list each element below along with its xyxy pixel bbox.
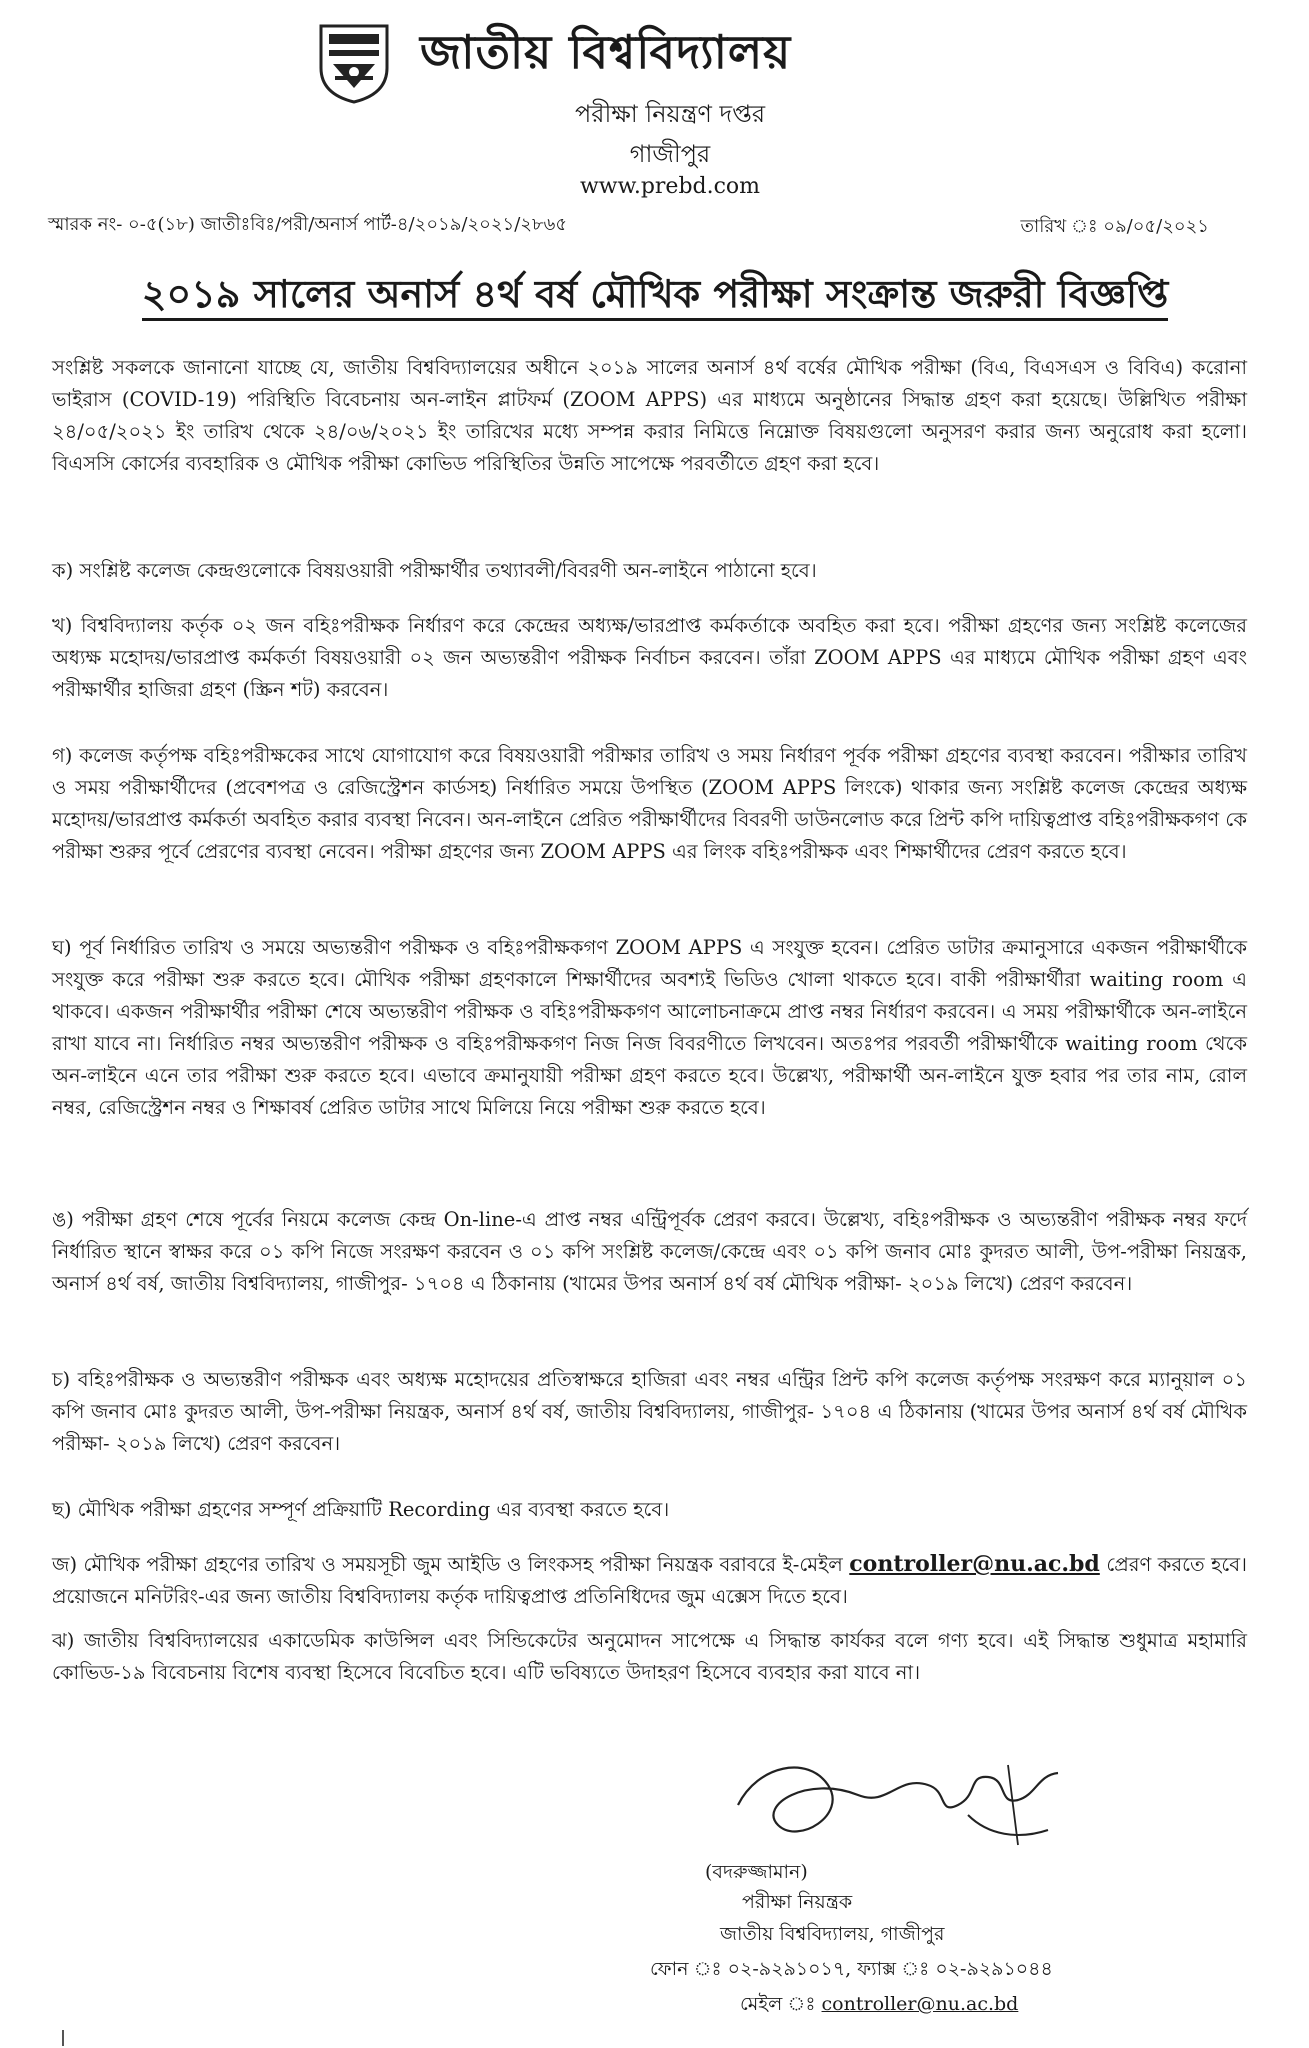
website-text: www.prebd.com: [579, 174, 761, 199]
notice-title-text: ২০১৯ সালের অনার্স ৪র্থ বর্ষ মৌখিক পরীক্ষা সংক্রান্ত জরুরী বিজ্ঞপ্তি: [142, 271, 1169, 321]
contact-mail: [740, 1990, 1018, 2022]
university-name: জাতীয় বিশ্ববিদ্যালয়: [420, 25, 792, 79]
memo-number: স্মারক নং- ০-৫(১৮) জাতীঃবিঃ/পরী/অনার্স পার্ট-৪/২০১৯/২০২১/২৮৬৫: [48, 214, 568, 235]
point-ga: গ) কলেজ কর্তৃপক্ষ বহিঃপরীক্ষকের সাথে যোগাযোগ করে বিষয়ওয়ারী পরীক্ষার তারিখ ও সময় নির্ধারণ পূর্বক পরীক্ষা গ্রহণের ব্যবস্থা করবেন। পরীক্ষার তারিখ ও সময় পরীক্ষার্থীদের (প্রবেশপত্র ও রেজিস্ট্রেশন কার্ডসহ) নির্ধারিত সময়ে উপস্থিত (ZOOM APPS লিংকে) থাকার জন্য সংশ্লিষ্ট কলেজ কেন্দ্রের অধ্যক্ষ মহোদয়/ভারপ্রাপ্ত কর্মকর্তা অবহিত করার ব্যবস্থা নিবেন। অন-লাইনে প্রেরিত পরীক্ষার্থীদের বিবরণী ডাউনলোড করে প্রিন্ট কপি দায়িত্বপ্রাপ্ত বহিঃপরীক্ষকগণ কে পরীক্ষা শুরুর পূর্বে প্রেরণের ব্যবস্থা নেবেন। পরীক্ষা গ্রহণের জন্য ZOOM APPS এর লিংক বহিঃপরীক্ষক এবং শিক্ষার্থীদের প্রেরণ করতে হবে।: [52, 744, 1247, 863]
intro-paragraph: সংশ্লিষ্ট সকলকে জানানো যাচ্ছে যে, জাতীয় বিশ্ববিদ্যালয়ের অধীনে ২০১৯ সালের অনার্স ৪র্থ বর্ষের মৌখিক পরীক্ষা (বিএ, বিএসএস ও বিবিএ) করোনা ভাইরাস (COVID-19) পরিস্থিতি বিবেচনায় অন-লাইন প্লাটফর্ম (ZOOM APPS) এর মাধ্যমে অনুষ্ঠানের সিদ্ধান্ত গ্রহণ করা হয়েছে। উল্লিখিত পরীক্ষা ২৪/০৫/২০২১ ইং তারিখ থেকে ২৪/০৬/২০২১ ইং তারিখের মধ্যে সম্পন্ন করার নিমিত্তে নিম্নোক্ত বিষয়গুলো অনুসরণ করার জন্য অনুরোধ করা হলো। বিএসসি কোর্সের ব্যবহারিক ও মৌখিক পরীক্ষা কোভিড পরিস্থিতির উন্নতি সাপেক্ষে পরবর্তীতে গ্রহণ করা হবে।: [52, 356, 1247, 475]
signatory-designation: পরীক্ষা নিয়ন্ত্রক: [742, 1891, 853, 1913]
point-ja: [52, 1548, 1247, 1613]
notice-title: [60, 265, 1250, 329]
contact-phone: ফোন ঃ ০২-৯২৯১০১৭, ফ্যাক্স ঃ ০২-৯২৯১০৪৪: [650, 1958, 1053, 1980]
university-seal-icon: [315, 20, 393, 104]
point-ka: ক) সংশ্লিষ্ট কলেজ কেন্দ্রগুলোকে বিষয়ওয়ারী পরীক্ষার্থীর তথ্যাবলী/বিবরণী অন-লাইনে পাঠানো হবে।: [52, 559, 817, 582]
handwritten-signature-icon: [718, 1745, 1078, 1865]
point-kha: খ) বিশ্ববিদ্যালয় কর্তৃক ০২ জন বহিঃপরীক্ষক নির্ধারণ করে কেন্দ্রের অধ্যক্ষ/ভারপ্রাপ্ত কর্মকর্তাকে অবহিত করা হবে। পরীক্ষা গ্রহণের জন্য সংশ্লিষ্ট কলেজের অধ্যক্ষ মহোদয়/ভারপ্রাপ্ত কর্মকর্তা বিষয়ওয়ারী ০২ জন অভ্যন্তরীণ পরীক্ষক নির্বাচন করবেন। তাঁরা ZOOM APPS এর মাধ্যমে মৌখিক পরীক্ষা গ্রহণ এবং পরীক্ষার্থীর হাজিরা গ্রহণ (স্ক্রিন শট) করবেন।: [52, 614, 1247, 701]
mail-address-link[interactable]: controller@nu.ac.bd: [821, 1993, 1019, 2015]
point-gha: ঘ) পূর্ব নির্ধারিত তারিখ ও সময়ে অভ্যন্তরীণ পরীক্ষক ও বহিঃপরীক্ষকগণ ZOOM APPS এ সংযুক্ত হবেন। প্রেরিত ডাটার ক্রমানুসারে একজন পরীক্ষার্থীকে সংযুক্ত করে পরীক্ষা শুরু করতে হবে। মৌখিক পরীক্ষা গ্রহণকালে শিক্ষার্থীদের অবশ্যই ভিডিও খোলা থাকতে হবে। বাকী পরীক্ষার্থীরা waiting room এ থাকবে। একজন পরীক্ষার্থীর পরীক্ষা শেষে অভ্যন্তরীণ পরীক্ষক ও বহিঃপরীক্ষকগণ আলোচনাক্রমে প্রাপ্ত নম্বর নির্ধারণ করবেন। এ সময় পরীক্ষার্থীকে অন-লাইনে রাখা যাবে না। নির্ধারিত নম্বর অভ্যন্তরীণ পরীক্ষক ও বহিঃপরীক্ষকগণ নিজ নিজ বিবরণীতে লিখবেন। অতঃপর পরবর্তী পরীক্ষার্থীকে waiting room থেকে অন-লাইনে এনে তার পরীক্ষা শুরু করতে হবে। এভাবে ক্রমানুযায়ী পরীক্ষা গ্রহণ করতে হবে। উল্লেখ্য, পরীক্ষার্থী অন-লাইনে যুক্ত হবার পর তার নাম, রোল নম্বর, রেজিস্ট্রেশন নম্বর ও শিক্ষাবর্ষ প্রেরিত ডাটার সাথে মিলিয়ে নিয়ে পরীক্ষা শুরু করতে হবে।: [52, 936, 1247, 1119]
scan-mark: [62, 2030, 64, 2046]
point-chha: ছ) মৌখিক পরীক্ষা গ্রহণের সম্পূর্ণ প্রক্রিয়াটি Recording এর ব্যবস্থা করতে হবে।: [52, 1498, 670, 1521]
point-ja-text-continued: প্রেরণ করতে হবে। প্রয়োজনে মনিটরিং-এর জন্য জাতীয় বিশ্ববিদ্যালয় কর্তৃক দায়িত্বপ্রাপ্ত প্রতিনিধিদের জুম এক্সেস দিতে হবে।: [52, 1553, 1248, 1608]
point-uma: ঙ) পরীক্ষা গ্রহণ শেষে পূর্বের নিয়মে কলেজ কেন্দ্র On-line-এ প্রাপ্ত নম্বর এন্ট্রিপূর্বক প্রেরণ করবে। উল্লেখ্য, বহিঃপরীক্ষক ও অভ্যন্তরীণ পরীক্ষক নম্বর ফর্দে নির্ধারিত স্থানে স্বাক্ষর করে ০১ কপি নিজে সংরক্ষণ করবেন ও ০১ কপি সংশ্লিষ্ট কলেজ/কেন্দ্রে এবং ০১ কপি জনাব মোঃ কুদরত আলী, উপ-পরীক্ষা নিয়ন্ত্রক, অনার্স ৪র্থ বর্ষ, জাতীয় বিশ্ববিদ্যালয়, গাজীপুর- ১৭০৪ এ ঠিকানায় (খামের উপর অনার্স ৪র্থ বর্ষ মৌখিক পরীক্ষা- ২০১৯ লিখে) প্রেরণ করবেন।: [52, 1208, 1247, 1295]
point-cha: চ) বহিঃপরীক্ষক ও অভ্যন্তরীণ পরীক্ষক এবং অধ্যক্ষ মহোদয়ের প্রতিস্বাক্ষরে হাজিরা এবং নম্বর এন্ট্রির প্রিন্ট কপি কলেজ কর্তৃপক্ষ সংরক্ষণ করে ম্যানুয়াল ০১ কপি জনাব মোঃ কুদরত আলী, উপ-পরীক্ষা নিয়ন্ত্রক, অনার্স ৪র্থ বর্ষ, জাতীয় বিশ্ববিদ্যালয়, গাজীপুর- ১৭০৪ এ ঠিকানায় (খামের উপর অনার্স ৪র্থ বর্ষ মৌখিক পরীক্ষা- ২০১৯ লিখে) প্রেরণ করবেন।: [52, 1368, 1247, 1455]
point-ja-text: জ) মৌখিক পরীক্ষা গ্রহণের তারিখ ও সময়সূচী জুম আইডি ও লিংকসহ পরীক্ষা নিয়ন্ত্রক বরাবরে ই-মেইল: [52, 1553, 843, 1576]
city-name: গাজীপুর: [629, 140, 711, 168]
signatory-institution: জাতীয় বিশ্ববিদ্যালয়, গাজীপুর: [720, 1923, 945, 1945]
controller-email-link[interactable]: controller@nu.ac.bd: [849, 1551, 1100, 1577]
point-jha: ঝ) জাতীয় বিশ্ববিদ্যালয়ের একাডেমিক কাউন্সিল এবং সিন্ডিকেটের অনুমোদন সাপেক্ষে এ সিদ্ধান্ত কার্যকর বলে গণ্য হবে। এই সিদ্ধান্ত শুধুমাত্র মহামারি কোভিড-১৯ বিবেচনায় বিশেষ ব্যবস্থা হিসেবে বিবেচিত হবে। এটি ভবিষ্যতে উদাহরণ হিসেবে ব্যবহার করা যাবে না।: [52, 1629, 1247, 1684]
office-name: পরীক্ষা নিয়ন্ত্রণ দপ্তর: [574, 100, 766, 128]
notice-date: তারিখ ঃ ০৯/০৫/২০২১: [1020, 216, 1209, 237]
signatory-name: (বদরুজ্জামান): [705, 1861, 808, 1883]
mail-label: মেইল ঃ: [740, 1993, 816, 2015]
